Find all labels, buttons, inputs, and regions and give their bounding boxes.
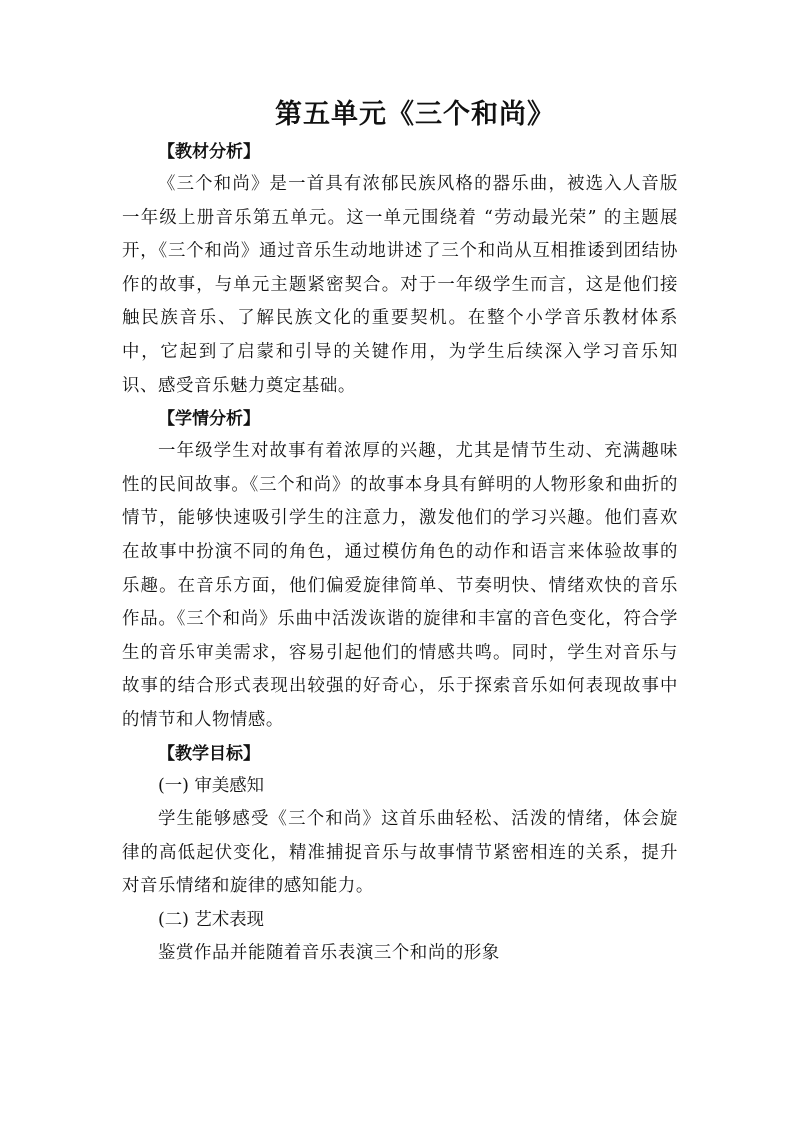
page-title: 第五单元《三个和尚》 <box>275 99 555 130</box>
paragraph-textbook-analysis: 《三个和尚》是一首具有浓郁民族风格的器乐曲，被选入人音版一年级上册音乐第五单元。这一单元围绕着 “劳动最光荣” 的主题展开，《三个和尚》通过音乐生动地讲述了三个和尚从互相推诿到团结协作的故事，与单元主题紧密契合。对于一年级学生而言，这是他们接触民族音乐、了解民族文化的重要契机。在整个小学音乐教材体系中，它起到了启蒙和引导的关键作用，为学生后续深入学习音乐知识、感受音乐魅力奠定基础。 <box>122 174 678 396</box>
section-heading-student-analysis: 【学情分析】 <box>158 409 260 430</box>
subheading-aesthetic-perception: (一) 审美感知 <box>158 775 265 796</box>
subheading-artistic-expression: (二) 艺术表现 <box>158 909 265 930</box>
paragraph-aesthetic-perception: 学生能够感受《三个和尚》这首乐曲轻松、活泼的情绪，体会旋律的高低起伏变化，精准捕捉音乐与故事情节紧密相连的关系，提升对音乐情绪和旋律的感知能力。 <box>122 809 678 897</box>
paragraph-student-analysis: 一年级学生对故事有着浓厚的兴趣，尤其是情节生动、充满趣味性的民间故事。《三个和尚》的故事本身具有鲜明的人物形象和曲折的情节，能够快速吸引学生的注意力，激发他们的学习兴趣。他们喜欢在故事中扮演不同的角色，通过模仿角色的动作和语言来体验故事的乐趣。在音乐方面，他们偏爱旋律简单、节奏明快、情绪欢快的音乐作品。《三个和尚》乐曲中活泼诙谐的旋律和丰富的音色变化，符合学生的音乐审美需求，容易引起他们的情感共鸣。同时，学生对音乐与故事的结合形式表现出较强的好奇心，乐于探索音乐如何表现故事中的情节和人物情感。 <box>122 441 678 730</box>
paragraph-artistic-expression: 鉴赏作品并能随着音乐表演三个和尚的形象 <box>158 943 500 964</box>
section-heading-textbook-analysis: 【教材分析】 <box>158 142 260 162</box>
document-body <box>122 136 678 971</box>
section-heading-teaching-goals: 【教学目标】 <box>158 743 260 764</box>
